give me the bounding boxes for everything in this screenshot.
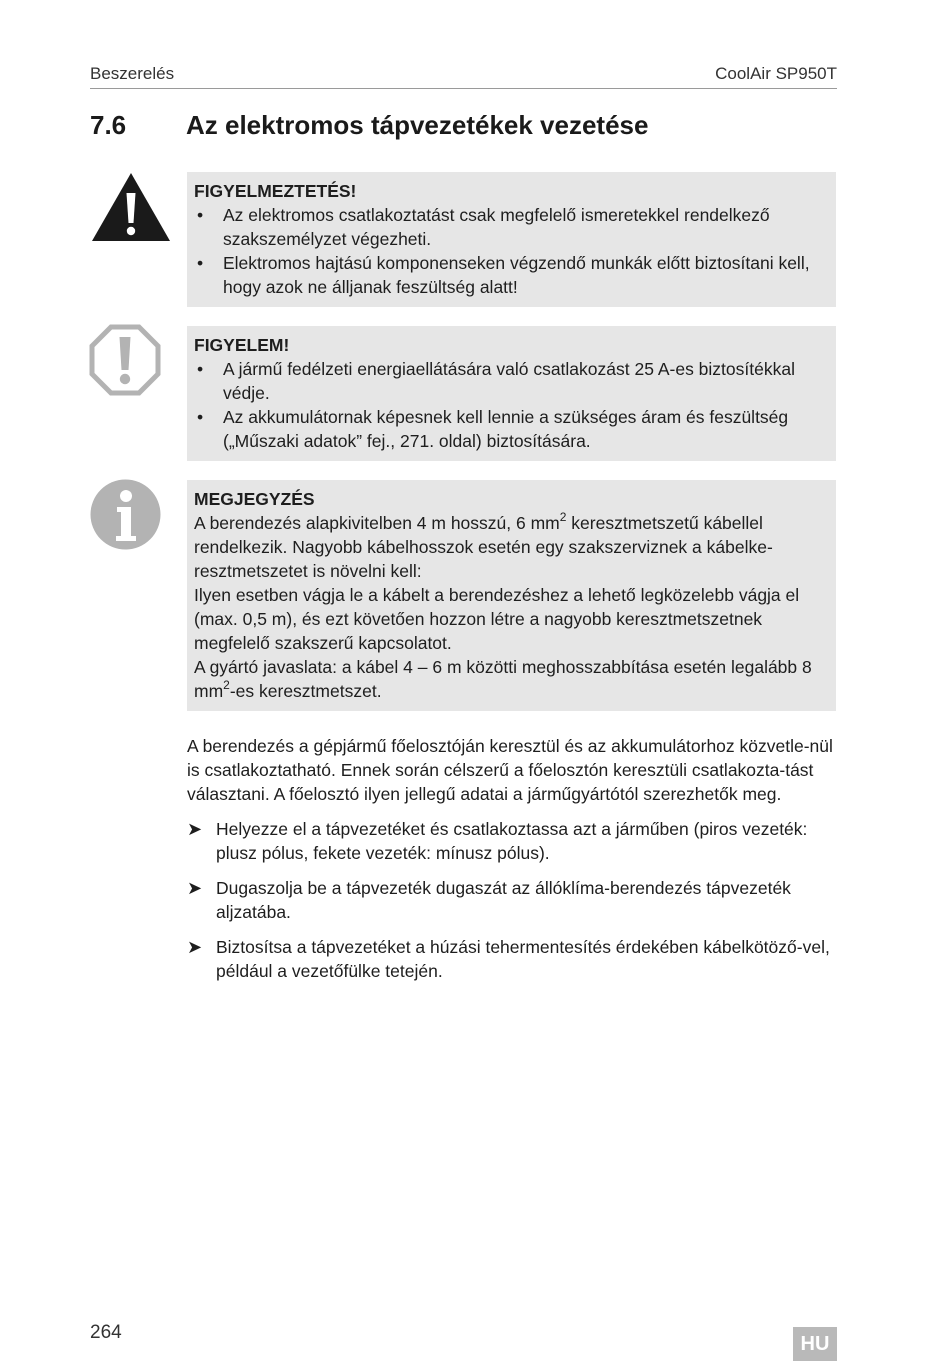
note-text: A gyártó javaslata: a kábel 4 – 6 m közötti meghosszabbítása esetén legalább 8 mm — [194, 657, 812, 701]
note-text: keresztmetszetű kábellel rendelkezik. Nagyobb kábelhosszok esetén egy szakszerviznek a kábelke-resztmetszetet is növelni kell: — [194, 513, 773, 581]
caution-octagon-icon — [89, 324, 161, 396]
warning-triangle-icon — [90, 171, 172, 243]
warning-title: FIGYELMEZTETÉS! — [194, 181, 357, 201]
instruction-step — [187, 817, 838, 865]
list-item: • Elektromos hajtású komponenseken végzendő munkák előtt biztosítani kell, hogy azok ne álljanak feszültség alatt! — [194, 251, 822, 299]
header-product: CoolAir SP950T — [715, 64, 837, 83]
note-superscript: 2 — [223, 678, 230, 693]
header-chapter: Beszerelés — [90, 64, 175, 83]
instruction-step — [187, 876, 838, 924]
step-arrow-icon: ➤ — [187, 819, 203, 839]
instruction-step — [187, 935, 838, 983]
language-badge: HU — [793, 1327, 837, 1361]
note-paragraph: Ilyen esetben vágja le a kábelt a berendezéshez a lehető legközelebb vágja el (max. 0,5 m), és ezt követően hozzon létre a nagyobb keresztmetszetnek megfelelő szakszerű kapcsolatot. — [194, 585, 800, 653]
warning-list — [194, 203, 822, 299]
page-header — [90, 62, 837, 89]
list-item: • Az elektromos csatlakoztatást csak megfelelő ismeretekkel rendelkező szakszemélyzet végezheti. — [194, 203, 822, 251]
step-text: Biztosítsa a tápvezetéket a húzási tehermentesítés érdekében kábelkötöző-vel, például a vezetőfülke tetején. — [216, 937, 830, 981]
step-arrow-icon: ➤ — [187, 878, 203, 898]
warning-box — [187, 172, 836, 307]
note-box — [187, 480, 836, 711]
step-text: Dugaszolja be a tápvezeték dugaszát az állóklíma-berendezés tápvezeték aljzatába. — [216, 878, 791, 922]
step-arrow-icon: ➤ — [187, 937, 203, 957]
section-title: Az elektromos tápvezetékek vezetése — [186, 110, 649, 140]
note-superscript: 2 — [559, 510, 567, 525]
page-number: 264 — [90, 1322, 122, 1343]
section-number: 7.6 — [90, 110, 127, 140]
note-paragraph — [194, 655, 822, 703]
note-paragraph — [194, 511, 822, 583]
list-item: • Az akkumulátornak képesnek kell lennie a szükséges áram és feszültség („Műszaki adatok” fej., 271. oldal) biztosítására. — [194, 405, 822, 453]
note-title: MEGJEGYZÉS — [194, 489, 315, 509]
info-icon — [90, 479, 161, 550]
body-paragraph: A berendezés a gépjármű főelosztóján keresztül és az akkumulátorhoz közvetle-nül is csatlakoztatható. Ennek során célszerű a főelosztón keresztüli csatlakozta-tást választani. A főelosztó ilyen jellegű adatai a járműgyártótól szerezhetők meg. — [187, 736, 833, 804]
note-text: -es keresztmetszet. — [229, 681, 382, 701]
caution-box — [187, 326, 836, 461]
caution-list — [194, 357, 822, 453]
note-text: A berendezés alapkivitelben 4 m hosszú, 6 mm — [194, 513, 560, 533]
caution-title: FIGYELEM! — [194, 335, 290, 355]
step-text: Helyezze el a tápvezetéket és csatlakoztassa azt a járműben (piros vezeték: plusz pólus, fekete vezeték: mínusz pólus). — [216, 819, 808, 863]
list-item: • A jármű fedélzeti energiaellátására való csatlakozást 25 A-es biztosítékkal védje. — [194, 357, 822, 405]
